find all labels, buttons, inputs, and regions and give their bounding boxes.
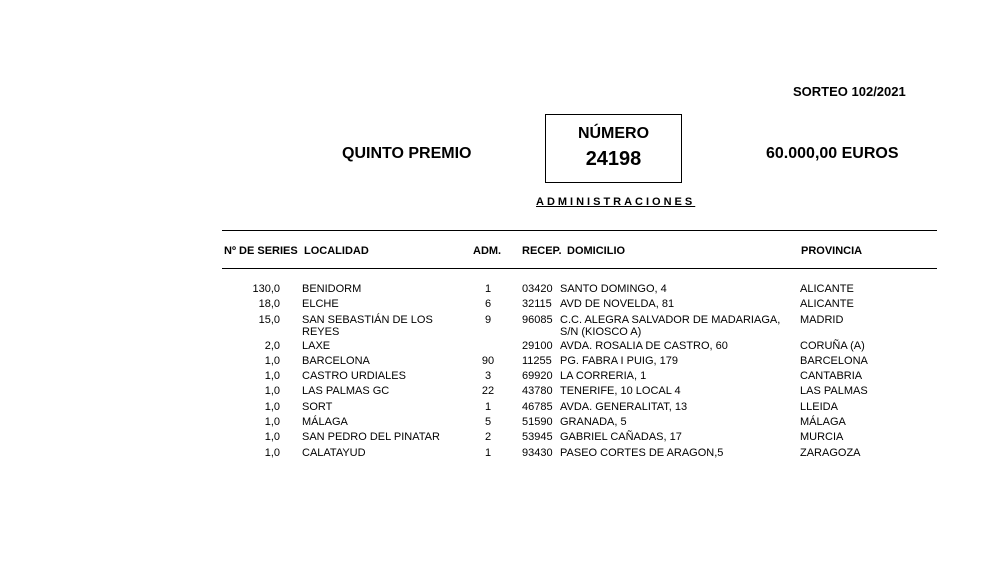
cell-adm: 1 [484, 446, 492, 459]
cell-domicilio: C.C. ALEGRA SALVADOR DE MADARIAGA, S/N (KIOSCO A) [560, 313, 781, 338]
cell-localidad: BENIDORM [302, 283, 362, 295]
results-table-body [0, 283, 1000, 462]
cell-localidad: MÁLAGA [302, 416, 348, 429]
cell-provincia: BARCELONA [800, 354, 868, 367]
cell-adm: 2 [484, 431, 492, 444]
importe-label: 60.000,00 EUROS [766, 145, 899, 162]
numero-value: 24198 [585, 148, 642, 170]
cell-series: 1,0 [264, 370, 280, 383]
table-row [0, 416, 1000, 431]
cell-series: 1,0 [264, 431, 280, 444]
table-row [0, 447, 1000, 462]
cell-localidad: SAN PEDRO DEL PINATAR [302, 431, 440, 444]
cell-recep: 32115 [522, 298, 552, 311]
cell-domicilio: SANTO DOMINGO, 4 [560, 283, 667, 295]
cell-recep: 29100 [522, 339, 553, 352]
cell-recep: 03420 [522, 283, 553, 295]
cell-adm: 6 [484, 298, 492, 311]
cell-adm: 9 [484, 313, 492, 326]
cell-series: 18,0 [258, 298, 280, 311]
cell-localidad: SORT [302, 400, 333, 413]
table-row [0, 283, 1000, 298]
table-row [0, 298, 1000, 313]
sorteo-label: SORTEO 102/2021 [793, 84, 906, 99]
cell-series: 1,0 [264, 416, 280, 429]
cell-recep: 46785 [522, 400, 553, 413]
cell-provincia: LLEIDA [800, 400, 838, 413]
cell-series: 1,0 [264, 354, 280, 367]
cell-domicilio: AVD DE NOVELDA, 81 [560, 298, 675, 311]
table-row [0, 401, 1000, 416]
header-provincia: PROVINCIA [801, 245, 863, 257]
cell-localidad: SAN SEBASTIÁN DE LOS REYES [302, 313, 433, 338]
header-divider [222, 268, 937, 269]
header-adm: ADM. [473, 245, 502, 257]
table-row [0, 355, 1000, 370]
cell-domicilio: GRANADA, 5 [560, 416, 627, 429]
cell-domicilio: AVDA. GENERALITAT, 13 [560, 400, 688, 413]
header-series: Nº DE SERIES [224, 245, 298, 257]
cell-provincia: ZARAGOZA [800, 446, 861, 459]
cell-localidad: CALATAYUD [302, 446, 366, 459]
cell-provincia: MÁLAGA [800, 416, 846, 429]
cell-adm: 5 [484, 416, 492, 429]
cell-adm: 3 [484, 370, 492, 383]
header-localidad: LOCALIDAD [304, 245, 369, 257]
cell-recep: 69920 [522, 370, 553, 383]
cell-provincia: LAS PALMAS [800, 385, 868, 398]
cell-recep: 93430 [522, 446, 553, 459]
cell-provincia: CANTABRIA [800, 370, 863, 383]
cell-domicilio: LA CORRERIA, 1 [560, 370, 647, 383]
cell-adm: 1 [484, 283, 492, 295]
numero-box [545, 114, 682, 183]
premio-title: QUINTO PREMIO [342, 145, 472, 162]
cell-series: 15,0 [258, 313, 280, 326]
cell-domicilio: PASEO CORTES DE ARAGON,5 [560, 446, 724, 459]
cell-series: 130,0 [252, 283, 280, 295]
cell-localidad: CASTRO URDIALES [302, 370, 406, 383]
cell-domicilio: PG. FABRA I PUIG, 179 [560, 354, 678, 367]
cell-domicilio: TENERIFE, 10 LOCAL 4 [560, 385, 681, 398]
table-row [0, 340, 1000, 355]
cell-series: 2,0 [264, 339, 280, 352]
cell-adm: 1 [484, 400, 492, 413]
table-row [0, 385, 1000, 400]
cell-provincia: ALICANTE [800, 283, 854, 295]
cell-series: 1,0 [264, 446, 280, 459]
cell-localidad: LAXE [302, 339, 331, 352]
cell-localidad: ELCHE [302, 298, 339, 311]
cell-provincia: ALICANTE [800, 298, 854, 311]
cell-recep: 51590 [522, 416, 553, 429]
cell-adm: 90 [481, 354, 495, 367]
cell-recep: 53945 [522, 431, 553, 444]
table-row [0, 431, 1000, 446]
cell-provincia: CORUÑA (A) [800, 339, 865, 352]
header-recep: RECEP. [522, 245, 562, 257]
cell-domicilio: GABRIEL CAÑADAS, 17 [560, 431, 682, 444]
table-row [0, 314, 1000, 340]
cell-series: 1,0 [264, 400, 280, 413]
administraciones-heading: ADMINISTRACIONES [536, 196, 696, 208]
cell-recep: 11255 [522, 354, 552, 367]
cell-localidad: BARCELONA [302, 354, 370, 367]
top-divider [222, 230, 937, 231]
cell-provincia: MURCIA [800, 431, 844, 444]
cell-series: 1,0 [264, 385, 280, 398]
cell-recep: 43780 [522, 385, 553, 398]
cell-localidad: LAS PALMAS GC [302, 385, 390, 398]
cell-domicilio: AVDA. ROSALIA DE CASTRO, 60 [560, 339, 728, 352]
cell-provincia: MADRID [800, 313, 844, 326]
cell-recep: 96085 [522, 313, 553, 326]
cell-adm: 22 [481, 385, 495, 398]
table-row [0, 370, 1000, 385]
header-domicilio: DOMICILIO [567, 245, 626, 257]
numero-label: NÚMERO [577, 125, 650, 142]
